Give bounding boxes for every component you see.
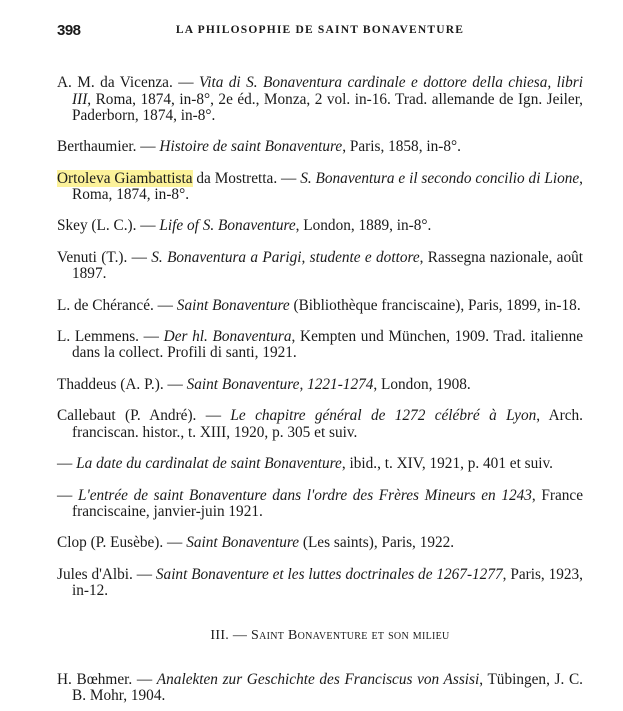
entry-details: , Tübingen, J. C. B. Mohr, 1904. [72,671,584,705]
entry-details: (Bibliothèque franciscaine), Paris, 1899, in-18. [289,296,581,314]
page-header [57,22,583,42]
entry-title: La date du cardinalat de saint Bonaventure [76,455,342,473]
entry-title: Saint Bonaventure [176,296,290,314]
bibliography-entry [57,250,583,282]
entry-title: Der hl. Bonaventura [163,328,292,346]
entry-details: , Arch. franciscan. histor., t. XIII, 1920, p. 305 et suiv. [72,407,583,441]
entry-separator: — [127,248,152,266]
entry-separator: — [57,486,78,504]
entry-details: , Roma, 1874, in-8°. [72,169,583,203]
entry-details: , ibid., t. XIV, 1921, p. 401 et suiv. [341,455,553,473]
entry-separator: — [163,375,187,393]
entry-title: Saint Bonaventure et les luttes doctrinales de 1267-1277 [155,565,503,583]
entry-author: L. de Chérancé. [57,296,154,314]
bibliography-entry [57,408,583,440]
entry-details: , Paris, 1858, in-8°. [342,138,461,156]
bibliography-entry [57,139,583,155]
running-title: LA PHILOSOPHIE DE SAINT BONAVENTURE [175,24,465,36]
entry-details: , Roma, 1874, in-8°, 2e éd., Monza, 2 vol. in-16. Trad. allemande de Ign. Jeiler, Paderborn, 1874, in-8°. [72,90,583,124]
bibliography-entry [57,535,583,551]
entry-details: , Kempten und München, 1909. Trad. italienne dans la collect. Profili di santi, 1921. [72,328,584,362]
entry-separator: — [57,455,77,473]
section-heading [57,628,583,644]
entry-details: , Paris, 1923, in-12. [72,565,584,599]
entry-author: Skey (L. C.). [57,217,137,235]
entry-separator: — [196,407,231,425]
entry-details: , Rassegna nazionale, août 1897. [72,248,583,283]
entry-title: Life of S. Bonaventure [159,217,296,235]
section-number: III. — [210,628,252,644]
section-title: Saint Bonaventure et son milieu [251,628,450,644]
bibliography-entry [57,218,583,234]
entry-separator: — [136,217,160,235]
entry-author: A. M. da Vicenza. [57,74,173,92]
highlighted-author-name[interactable]: Ortoleva Giambattista [57,169,193,187]
entry-details: (Les saints), Paris, 1922. [299,534,455,552]
entry-details: , London, 1889, in-8°. [295,217,432,235]
entry-title: S. Bonaventura e il secondo concilio di Lione [300,169,580,187]
entry-title: Analekten zur Geschichte des Franciscus von Assisi [156,671,480,689]
bibliography-entry [57,567,583,599]
entry-title: Saint Bonaventure, 1221-1274 [186,375,374,393]
entry-title: Saint Bonaventure [186,534,300,552]
entry-author: Jules d'Albi. [57,565,133,583]
entry-separator: — [277,169,301,187]
entry-title: Histoire de saint Bonaventure [159,138,343,156]
entry-separator: — [132,565,156,583]
bibliography-entry [57,488,583,520]
bibliography-entry [57,456,583,472]
entry-author: Berthaumier. [57,138,137,156]
entry-author: Callebaut (P. André). [57,407,197,425]
entry-separator: — [136,138,160,156]
page-number: 398 [57,22,81,39]
bibliography-entry [57,171,583,203]
bibliography-entry [57,377,583,393]
entry-author: da Mostretta. [192,169,278,187]
entry-title: L'entrée de saint Bonaventure dans l'ordre des Frères Mineurs en 1243 [77,486,532,504]
entry-title: Vita di S. Bonaventura cardinale e dottore della chiesa, libri III [72,74,583,108]
bibliography-entry [57,329,583,361]
entry-title: Le chapitre général de 1272 célébré à Lyon [230,407,537,425]
bibliography-entry [57,672,583,704]
bibliography-list [57,60,583,711]
entry-separator: — [132,671,157,689]
entry-author: L. Lemmens. [57,328,139,346]
entry-author: Thaddeus (A. P.). [57,375,164,393]
entry-author: Clop (P. Eusèbe). [57,534,164,552]
entry-title: S. Bonaventura a Parigi, studente e dottore [151,248,420,266]
bibliography-entry [57,298,583,314]
bibliography-entry [57,75,583,124]
entry-details: , France franciscaine, janvier-juin 1921. [72,486,583,520]
entry-details: , London, 1908. [373,375,471,393]
entry-separator: — [163,534,187,552]
entry-separator: — [172,74,199,92]
entry-author: H. Bœhmer. [57,671,133,689]
entry-author: Venuti (T.). [57,248,128,266]
entry-separator: — [153,296,177,314]
entry-separator: — [139,328,164,346]
